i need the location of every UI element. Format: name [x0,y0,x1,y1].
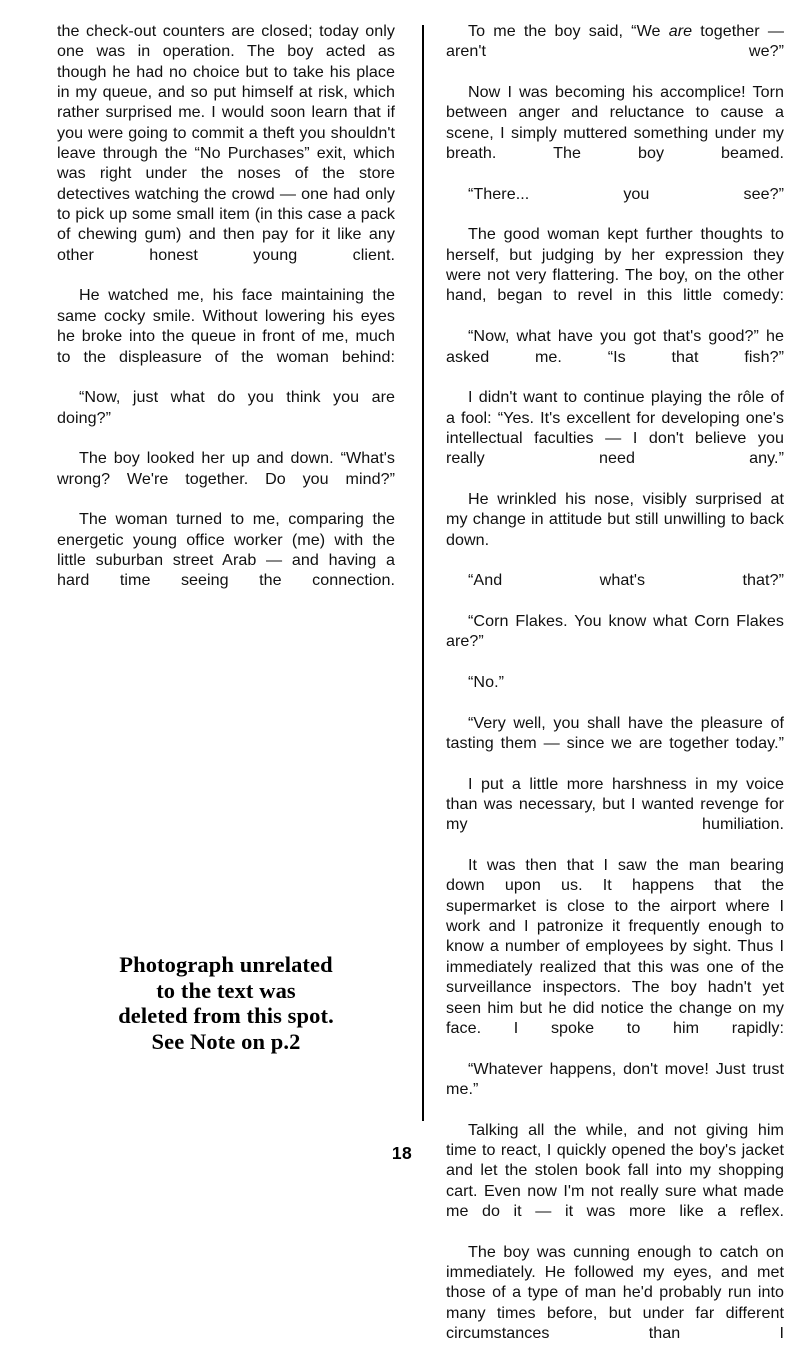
paragraph: “And what's that?” [468,571,784,590]
text-run: together — aren't we?” [446,22,785,61]
paragraph: “Corn Flakes. You know what Corn Flakes are?” [446,611,784,651]
note-line: Photograph unrelated [119,952,333,977]
page-number: 18 [391,1143,413,1163]
note-line: deleted from this spot. [118,1003,334,1028]
paragraph: Now I was becoming his accomplice! Torn between anger and reluctance to cause a scene, I simply muttered something under my breath. The boy beamed. [446,83,784,163]
paragraph: “Very well, you shall have the pleasure of tasting them — since we are together today.” [446,713,784,753]
paragraph: I didn't want to continue playing the rôle of a fool: “Yes. It's excellent for developing one's intellectual faculties — I don't believe you really need any.” [446,388,784,468]
paragraph: “Now, what have you got that's good?” he asked me. “Is that fish?” [446,327,784,366]
text-run: To me the boy said, “We [468,22,669,40]
paragraph: the check-out counters are closed; today only one was in operation. The boy acted as though he had no choice but to take his place in my queue, and so put himself at risk, which rather surprised me. I would soon learn that if you were going to commit a theft you shouldn't leave through the “No Purchases” exit, which was right under the noses of the store detectives watching the crowd — one had only to pick up some small item (in this case a pack of chewing gum) and then pay for it like any other honest young client. [57,22,395,264]
note-line: to the text was [156,977,296,1003]
column-divider-rule [422,25,424,1121]
emphasis-are: are [668,22,693,40]
paragraph: Talking all the while, and not giving him time to react, I quickly opened the boy's jacket and let the stolen book fall into my shopping cart. Even now I'm not really sure what made me do it — it was more like a reflex. [446,1120,784,1220]
paragraph: The woman turned to me, comparing the energetic young office worker (me) with the little suburban street Arab — and having a hard time seeing the connection. [57,510,395,590]
paragraph: “Now, just what do you think you are doing?” [57,388,395,427]
paragraph: The boy was cunning enough to catch on immediately. He followed my eyes, and met those of a type of man he'd probably run into many times before, but under far different circumstances than I [446,1242,784,1342]
paragraph [446,21,784,82]
paragraph: “There... you see?” [468,184,784,203]
left-text-column [57,21,395,611]
paragraph: The good woman kept further thoughts to herself, but judging by her expression they were not very flattering. The boy, on the other hand, began to revel in this little comedy: [446,225,784,305]
paragraph: “No.” [468,673,505,691]
note-line: See Note on p.2 [151,1028,301,1054]
paragraph: He wrinkled his nose, visibly surprised at my change in attitude but still unwilling to back down. [446,489,784,549]
paragraph: “Whatever happens, don't move! Just trust me.” [446,1059,784,1098]
paragraph: I put a little more harshness in my voice than was necessary, but I wanted revenge for my humiliation. [446,774,784,834]
paragraph: He watched me, his face maintaining the same cocky smile. Without lowering his eyes he broke into the queue in front of me, much to the displeasure of the woman behind: [57,286,395,366]
paragraph: It was then that I saw the man bearing down upon us. It happens that the supermarket is close to the airport where I work and I patronize it frequently enough to know a number of employees by sight. Thus I immediately realized that this was one of the surveillance inspectors. The boy hadn't yet seen him but he did notice the change on my face. I spoke to him rapidly: [446,856,784,1037]
paragraph: The boy looked her up and down. “What's wrong? We're together. Do you mind?” [57,449,395,488]
photo-deleted-note [57,952,395,1054]
